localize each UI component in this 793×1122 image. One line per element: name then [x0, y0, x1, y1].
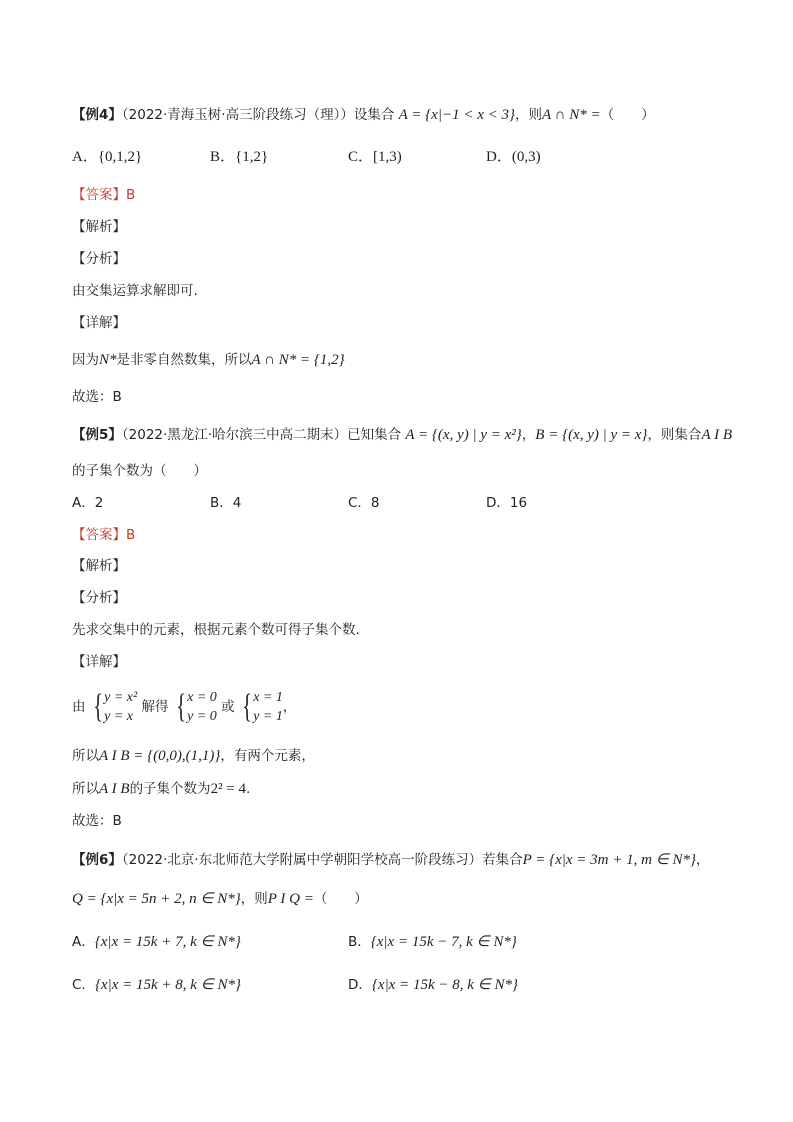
ex5-tag: 【例5】	[72, 427, 122, 443]
ex5-sys-or: 或	[221, 699, 235, 715]
ex5-fenxi: 【分析】	[72, 590, 126, 606]
ex6-expr: P I Q =	[267, 891, 314, 907]
ex5-inter-post: ，有两个元素，	[220, 748, 315, 764]
ex4-choose: 故选：B	[72, 389, 122, 405]
ex4-jiexi: 【解析】	[72, 219, 126, 235]
ex5-set-a: A = {(x, y) | y = x²}	[405, 427, 522, 443]
ex4-mid: ，则	[514, 107, 542, 123]
ex5-answer: 【答案】B	[72, 527, 136, 543]
ex5-option-d: D．16	[486, 495, 528, 511]
ex6-option-d-math: {x|x = 15k − 8, k ∈ N*}	[371, 977, 518, 993]
ex5-system-1: { y = x² y = x	[93, 688, 138, 725]
ex4-detail	[72, 350, 345, 370]
ex5-analysis: 先求交集中的元素，根据元素个数可得子集个数.	[72, 622, 360, 638]
ex5-option-a: A．2	[72, 495, 104, 511]
ex5-set-b: B = {(x, y) | y = x}	[535, 427, 648, 443]
ex4-set-a: A = {x|−1 < x < 3}	[398, 107, 515, 123]
ex6-set-p: P = {x|x = 3m + 1, m ∈ N*}	[522, 852, 697, 868]
ex4-tag: 【例4】	[72, 107, 122, 123]
ex5-sub-pre: 所以	[72, 781, 99, 797]
ex5-sys-end: ，	[282, 699, 297, 715]
ex6-option-a-math: {x|x = 15k + 7, k ∈ N*}	[94, 934, 241, 950]
ex6-option-d	[348, 975, 518, 995]
ex5-system-3: { x = 1 y = 1	[242, 688, 283, 725]
ex6-question	[72, 850, 710, 870]
ex5-sub-end: .	[246, 781, 251, 797]
ex5-sys2-row2: y = 0	[187, 709, 217, 724]
ex5-sys1-row2: y = x	[104, 709, 133, 724]
ex6-end: ，	[696, 852, 710, 868]
ex4-detail-mid: 是非零自然数集，所以	[116, 352, 252, 368]
ex6-blank: （ ）	[313, 891, 368, 907]
ex4-detail-math1: N*	[99, 352, 117, 368]
ex6-tag: 【例6】	[72, 852, 122, 868]
ex4-blank: （ ）	[600, 107, 655, 123]
ex4-question	[72, 105, 655, 125]
ex6-option-a	[72, 932, 241, 952]
ex6-set-q: Q = {x|x = 5n + 2, n ∈ N*}	[72, 891, 241, 907]
ex6-option-b-label: B．	[348, 934, 371, 950]
ex6-option-c	[72, 975, 241, 995]
ex6-option-b-math: {x|x = 15k − 7, k ∈ N*}	[370, 934, 517, 950]
ex5-inter-math: A I B = {(0,0),(1,1)}	[99, 748, 221, 764]
ex5-source: （2022·黑龙江·哈尔滨三中高二期末）已知集合	[121, 427, 402, 443]
ex5-subsets	[72, 779, 250, 799]
ex4-analysis: 由交集运算求解即可.	[72, 283, 198, 299]
ex5-inter-pre: 所以	[72, 748, 99, 764]
ex5-sys3-row1: x = 1	[253, 690, 283, 705]
ex4-option-d: D．(0,3)	[486, 149, 541, 165]
ex5-system	[72, 686, 296, 728]
ex5-system-2: { x = 0 y = 0	[176, 688, 217, 725]
ex5-expr: A I B	[701, 427, 732, 443]
ex4-detail-math2: A ∩ N* = {1,2}	[251, 352, 345, 368]
ex4-source: （2022·青海玉树·高三阶段练习（理））设集合	[121, 107, 395, 123]
ex6-option-a-label: A．	[72, 934, 95, 950]
ex4-xiangjie: 【详解】	[72, 315, 126, 331]
ex5-question	[72, 425, 732, 445]
ex5-sys3-row2: y = 1	[253, 709, 283, 724]
ex5-option-b: B．4	[210, 495, 242, 511]
ex5-sys2-row1: x = 0	[187, 690, 217, 705]
ex6-option-d-label: D．	[348, 977, 372, 993]
ex6-mid: ，则	[240, 891, 268, 907]
ex5-intersection	[72, 746, 315, 766]
ex4-expr: A ∩ N* =	[541, 107, 601, 123]
ex5-sub-mid: 的子集个数为	[129, 781, 211, 797]
ex5-sub-math1: A I B	[99, 781, 130, 797]
ex5-question-line2: 的子集个数为（ ）	[72, 463, 207, 479]
ex5-sub-math2: 2² = 4	[210, 781, 247, 797]
ex5-xiangjie: 【详解】	[72, 654, 126, 670]
ex6-option-c-math: {x|x = 15k + 8, k ∈ N*}	[94, 977, 242, 993]
ex5-mid: ，则集合	[647, 427, 702, 443]
ex6-option-c-label: C．	[72, 977, 95, 993]
ex6-source: （2022·北京·东北师范大学附属中学朝阳学校高一阶段练习）若集合	[121, 852, 523, 868]
ex5-option-c: C．8	[348, 495, 380, 511]
ex5-sys1-row1: y = x²	[104, 690, 138, 705]
ex6-question-line2	[72, 889, 368, 909]
ex4-option-a: A．{0,1,2}	[72, 149, 143, 165]
ex5-sep: ，	[521, 427, 536, 443]
ex5-choose: 故选：B	[72, 813, 122, 829]
ex5-sys-pre: 由	[72, 699, 86, 715]
ex4-answer: 【答案】B	[72, 187, 136, 203]
ex4-detail-pre: 因为	[72, 352, 99, 368]
ex4-option-b: B．{1,2}	[210, 149, 269, 165]
ex4-option-c: C．[1,3)	[348, 149, 402, 165]
ex5-sys-mid: 解得	[141, 699, 169, 715]
ex6-option-b	[348, 932, 517, 952]
ex5-jiexi: 【解析】	[72, 558, 126, 574]
ex4-fenxi: 【分析】	[72, 251, 126, 267]
